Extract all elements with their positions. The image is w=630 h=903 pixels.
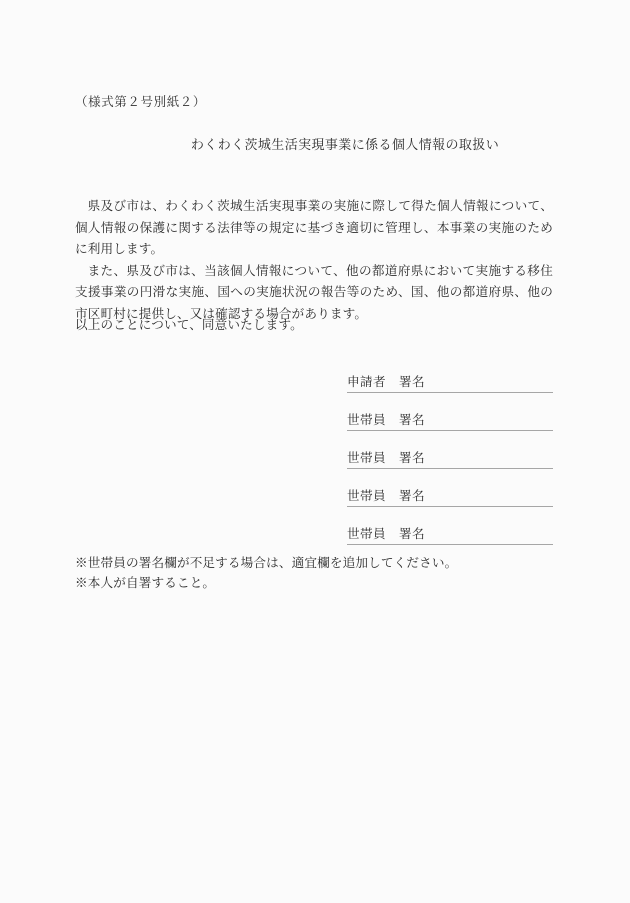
footnotes bbox=[75, 553, 457, 593]
footnote-2: ※本人が自署すること。 bbox=[75, 576, 216, 590]
signature-row bbox=[347, 469, 553, 507]
signature-line-household-member-2[interactable] bbox=[425, 468, 553, 469]
signature-row bbox=[347, 507, 553, 545]
footnote-1: ※世帯員の署名欄が不足する場合は、適宜欄を追加してください。 bbox=[75, 556, 458, 570]
signature-label-household-member-1: 世帯員 署名 bbox=[347, 409, 425, 431]
signature-line-household-member-1[interactable] bbox=[425, 430, 553, 431]
consent-statement: 以上のことについて、同意いたします。 bbox=[75, 318, 303, 332]
signature-label-household-member-2: 世帯員 署名 bbox=[347, 447, 425, 469]
signature-block bbox=[347, 355, 553, 545]
signature-line-household-member-4[interactable] bbox=[425, 544, 553, 545]
signature-line-household-member-3[interactable] bbox=[425, 506, 553, 507]
signature-label-household-member-3: 世帯員 署名 bbox=[347, 485, 425, 507]
paragraph-2: また、県及び市は、当該個人情報について、他の都道府県において実施する移住支援事業の円滑な実施、国への実施状況の報告等のため、国、他の都道府県、他の市区町村に提供し、又は確認する場合があります。 bbox=[75, 263, 553, 321]
body-text bbox=[75, 196, 553, 325]
signature-label-household-member-4: 世帯員 署名 bbox=[347, 523, 425, 545]
signature-row bbox=[347, 431, 553, 469]
signature-line-applicant[interactable] bbox=[425, 392, 553, 393]
form-number: （様式第２号別紙２） bbox=[75, 95, 207, 109]
paragraph-1: 県及び市は、わくわく茨城生活実現事業の実施に際して得た個人情報について、個人情報の保護に関する法律等の規定に基づき適切に管理し、本事業の実施のために利用します。 bbox=[75, 199, 553, 256]
page-title: わくわく茨城生活実現事業に係る個人情報の取扱い bbox=[190, 137, 500, 152]
signature-row bbox=[347, 393, 553, 431]
signature-row bbox=[347, 355, 553, 393]
signature-label-applicant: 申請者 署名 bbox=[347, 371, 425, 393]
